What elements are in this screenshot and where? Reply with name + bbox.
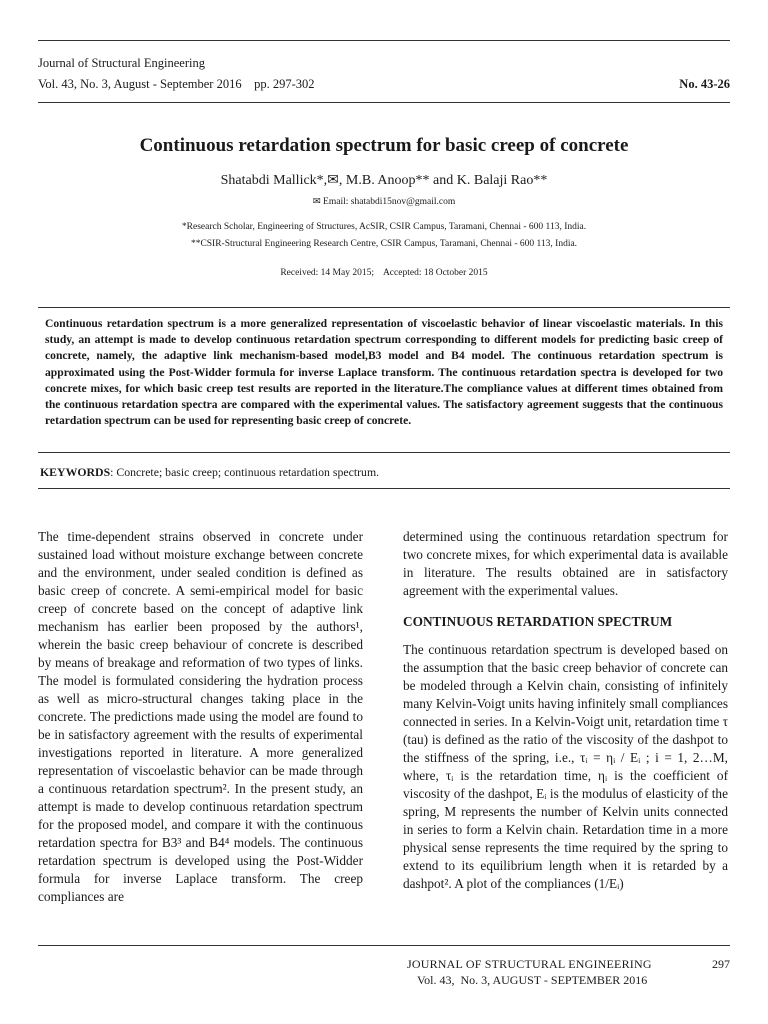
body-right-column — [403, 528, 728, 893]
keywords-rule — [38, 488, 730, 489]
keywords — [40, 465, 379, 480]
authors: Shatabdi Mallick*,✉, M.B. Anoop** and K. Balaji Rao** — [220, 173, 548, 188]
keywords-label: KEYWORDS — [40, 465, 111, 479]
paper-number: No. 43-26 — [679, 77, 730, 91]
abstract-top-rule — [38, 307, 730, 308]
footer-volume: Vol. 43, No. 3, AUGUST - SEPTEMBER 2016 — [417, 973, 648, 987]
paper-title: Continuous retardation spectrum for basic creep of concrete — [139, 135, 629, 156]
abstract-bottom-rule — [38, 452, 730, 453]
journal-name: Journal of Structural Engineering — [38, 56, 205, 70]
keywords-text: : Concrete; basic creep; continuous retardation spectrum. — [110, 465, 380, 479]
author-email: ✉ Email: shatabdi15nov@gmail.com — [312, 197, 456, 207]
page-number: 297 — [712, 957, 730, 971]
journal-volume: Vol. 43, No. 3, August - September 2016 pp. 297-302 — [38, 77, 315, 91]
footer-rule — [38, 945, 730, 946]
affiliation-2: **CSIR-Structural Engineering Research Centre, CSIR Campus, Taramani, Chennai - 600 113, India. — [190, 239, 578, 249]
intro-continued: determined using the continuous retardation spectrum for two concrete mixes, for which experimental data is available in literature. The results obtained are in satisfactory agreement with the experimental values. — [403, 529, 728, 598]
section-heading: CONTINUOUS RETARDATION SPECTRUM — [403, 614, 673, 629]
abstract: Continuous retardation spectrum is a more generalized representation of viscoelastic behavior of linear viscoelastic materials. In this study, an attempt is made to develop continuous retardation spectrum corresponding to different models for predicting basic creep of concrete, namely, the adaptive link mechanism-based model,B3 model and B4 model. The continuous retardation spectrum is approximated using the Post-Widder formula for inverse Laplace transform. The continuous retardation spectra is developed for two concrete mixes, for which basic creep test results are reported in the literature.The compliance values at different times obtained from the continuous retardation spectra are compared with the experimental values. The satisfactory agreement suggests that the continuous retardation spectrum can be used for representing basic creep of concrete. — [45, 317, 723, 428]
top-rule — [38, 40, 730, 41]
affiliation-1: *Research Scholar, Engineering of Structures, AcSIR, CSIR Campus, Taramani, Chennai - 600 113, India. — [181, 222, 587, 232]
body-left-column — [38, 528, 363, 906]
section-paragraph: The continuous retardation spectrum is developed based on the assumption that the basic creep behavior of concrete can be modeled through a Kelvin chain, consisting of infinitely many Kelvin-Voigt units having infinitely small compliances connected in series. In a Kelvin-Voigt unit, retardation time τ (tau) is defined as the ratio of the viscosity of the dashpot to the stiffness of the spring, i.e., τᵢ = ηᵢ / Eᵢ ; i = 1, 2…M, where, τᵢ is the retardation time, ηᵢ is the coefficient of viscosity of the dashpot, Eᵢ is the modulus of elasticity of the spring, M represents the number of Kelvin units connected in series to form a Kelvin chain. Retardation time in a more physical sense represents the time required by the spring to extend to its equilibrium length when it is retarded by a dashpot². A plot of the compliances (1/Eᵢ) — [403, 642, 728, 891]
intro-paragraph: The time-dependent strains observed in concrete under sustained load without moisture exchange between concrete and the environment, under sealed condition is defined as basic creep of concrete. A semi-empirical model for basic creep of concrete based on the concept of adaptive link mechanism has earlier been proposed by the authors¹, wherein the basic creep behaviour of concrete is described by means of breakage and reformation of two types of links. The model is formulated considering the hydration process as well as micro-structural changes taking place in the concrete. The predictions made using the model are found to be in satisfactory agreement with the results of experimental investigations reported in literature. A more generalized representation of viscoelastic behavior can be made through a continuous retardation spectrum². In the present study, an attempt is made to develop continuous retardation spectrum for the proposed model, and compare it with the continuous retardation spectra for B3³ and B4⁴ models. The continuous retardation spectrum is developed using the Post-Widder formula for inverse Laplace transform. The creep compliances are — [38, 529, 363, 904]
footer-journal: JOURNAL OF STRUCTURAL ENGINEERING — [407, 957, 652, 971]
header-rule — [38, 102, 730, 103]
received-accepted-dates: Received: 14 May 2015; Accepted: 18 October 2015 — [280, 268, 488, 278]
